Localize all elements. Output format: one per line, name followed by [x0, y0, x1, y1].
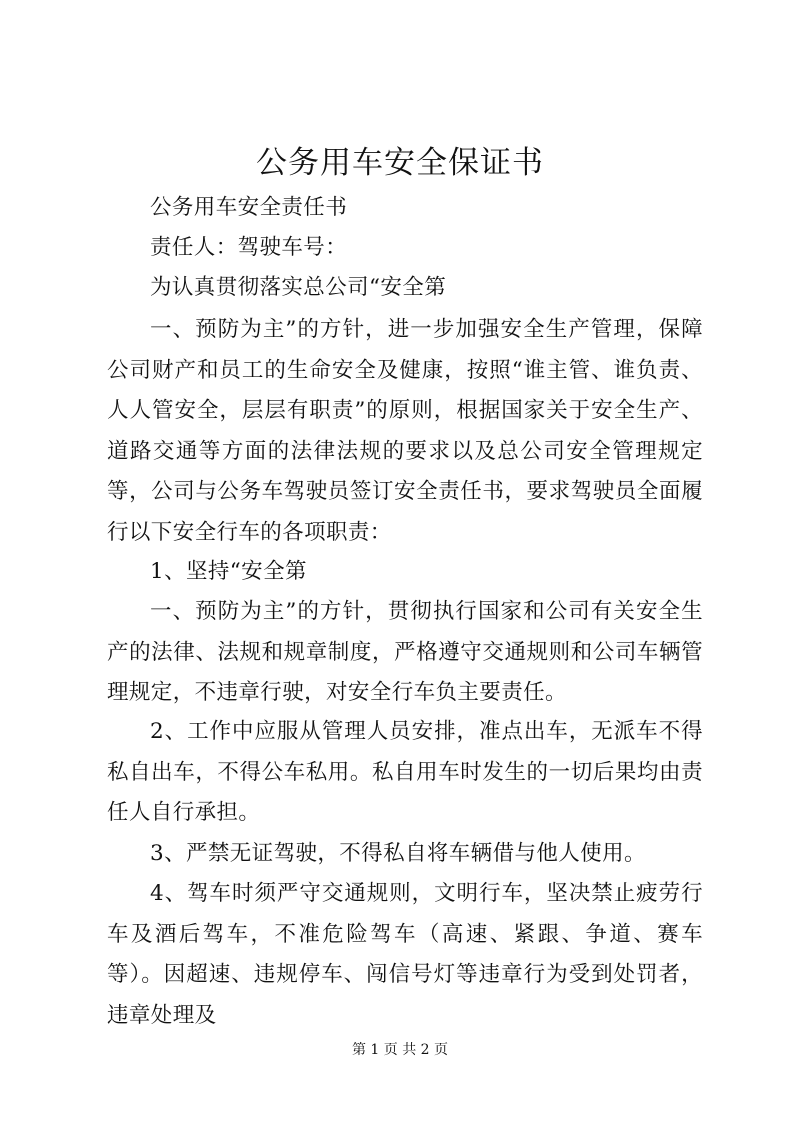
paragraph-policy: 一、预防为主”的方针，进一步加强安全生产管理，保障公司财产和员工的生命安全及健康，按照“谁主管、谁负责、人人管安全，层层有职责”的原则，根据国家关于安全生产、道路交通等方面的法律法规的要求以及总公司安全管理规定等，公司与公务车驾驶员签订安全责任书，要求驾驶员全面履行以下安全行车的各项职责：	[107, 317, 703, 545]
paragraph-item-4: 4、驾车时须严守交通规则，文明行车，坚决禁止疲劳行车及酒后驾车，不准危险驾车（高速、紧跟、争道、赛车等）。因超速、违规停车、闯信号灯等违章行为受到处罚者，违章处理及	[107, 881, 703, 1028]
page-number-footer: 第 1 页 共 2 页	[351, 1042, 449, 1058]
document-title: 公务用车安全保证书	[256, 145, 544, 181]
paragraph-subtitle: 公务用车安全责任书	[150, 195, 348, 220]
paragraph-item-2: 2、工作中应服从管理人员安排，准点出车，无派车不得私自出车，不得公车私用。私自用车时发生的一切后果均由责任人自行承担。	[107, 719, 703, 825]
paragraph-intro: 为认真贯彻落实总公司“安全第	[150, 275, 447, 300]
paragraph-item-1-heading: 1、坚持“安全第	[150, 559, 307, 584]
paragraph-item-3: 3、严禁无证驾驶，不得私自将车辆借与他人使用。	[150, 841, 646, 866]
paragraph-item-1-body: 一、预防为主”的方针，贯彻执行国家和公司有关安全生产的法律、法规和规章制度，严格遵守交通规则和公司车辆管理规定，不违章行驶，对安全行车负主要责任。	[107, 599, 703, 705]
paragraph-responsible-person: 责任人：驾驶车号：	[150, 235, 348, 260]
